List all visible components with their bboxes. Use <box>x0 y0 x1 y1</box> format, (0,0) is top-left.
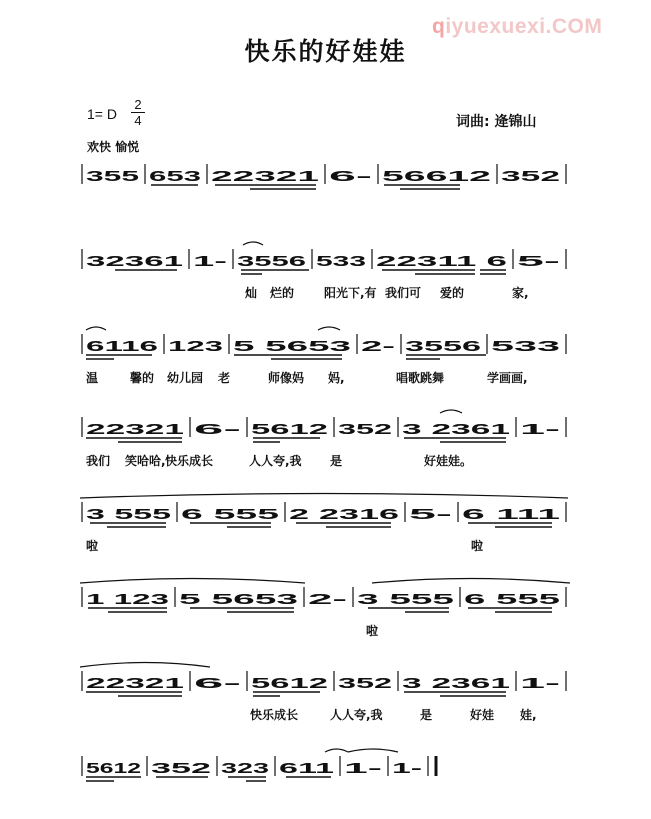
measure-notes: 352 <box>338 675 392 692</box>
measure-notes: 22321 <box>86 675 184 692</box>
lyric-word: 我们 <box>86 454 111 468</box>
lyric-word: 馨的 <box>130 371 155 385</box>
measure-notes: 32361 <box>86 253 183 270</box>
slur-arc <box>80 579 305 584</box>
measure-notes: 6- <box>194 421 241 438</box>
lyric-word: 学画画, <box>487 371 528 385</box>
score-system <box>80 494 568 554</box>
lyric-word: 唱歌跳舞 <box>396 371 445 385</box>
time-signature-top: 2 <box>134 97 142 112</box>
measure-notes: 355 <box>86 168 139 185</box>
lyric-word: 爱的 <box>440 286 465 300</box>
lyric-word: 啦 <box>86 539 99 553</box>
score-system <box>82 242 566 300</box>
measure-notes: 6 555 <box>464 591 560 608</box>
lyric-word: 啦 <box>366 624 379 638</box>
measure-notes: 1- <box>520 421 560 438</box>
measure-notes: 3 555 <box>357 591 454 608</box>
measure-notes: 653 <box>149 168 201 185</box>
lyric-word: 人人夸,我 <box>330 708 383 722</box>
measure-notes: 6116 <box>86 338 158 355</box>
time-signature-bottom: 4 <box>134 113 142 128</box>
lyric-word: 是 <box>330 454 343 468</box>
key-signature: 1= D <box>87 106 117 122</box>
lyric-word: 人人夸,我 <box>249 454 302 468</box>
measure-notes: 1- <box>520 675 560 692</box>
measure-notes: 6 555 <box>181 506 279 523</box>
lyric-word: 快乐成长 <box>250 708 299 722</box>
measure-notes: 22311 6 <box>376 253 507 270</box>
measure-notes: 22321 <box>211 168 319 185</box>
measure-notes: 5- <box>517 253 560 270</box>
lyric-word: 妈, <box>328 371 345 385</box>
composer-credit: 词曲: 逄锦山 <box>456 114 537 130</box>
lyric-word: 家, <box>512 286 529 300</box>
measure-notes: 1- <box>344 760 382 777</box>
measure-notes: 22321 <box>86 421 184 438</box>
score-system <box>82 410 566 468</box>
measure-notes: 3556 <box>237 253 306 270</box>
measure-notes: 533 <box>316 253 366 270</box>
lyric-word: 烂的 <box>270 286 295 300</box>
lyric-word: 温 <box>86 371 99 385</box>
lyric-word: 幼儿园 <box>167 371 204 385</box>
measure-notes: 1- <box>193 253 227 270</box>
slur-arc <box>440 410 462 413</box>
slur-arc <box>318 327 340 330</box>
measure-notes: 3 2361 <box>402 675 510 692</box>
slur-arc <box>348 749 398 752</box>
lyric-word: 娃, <box>520 708 537 722</box>
slur-arc <box>80 663 210 668</box>
measure-notes: 5612 <box>251 675 328 692</box>
measure-notes: 5 5653 <box>179 591 298 608</box>
measure-notes: 1- <box>392 760 422 777</box>
score-system <box>82 164 566 189</box>
lyric-word: 好娃娃。 <box>424 454 473 468</box>
tempo-mood: 欢快 愉悦 <box>87 140 140 154</box>
slur-arc <box>325 749 348 752</box>
measure-notes: 352 <box>151 760 211 777</box>
measure-notes: 123 <box>168 338 223 355</box>
lyric-word: 是 <box>420 708 433 722</box>
measure-notes: 352 <box>501 168 560 185</box>
measure-notes: 3556 <box>405 338 481 355</box>
measure-notes: 2 2316 <box>289 506 399 523</box>
lyric-word: 灿 <box>245 286 258 300</box>
measure-notes: 6- <box>329 168 372 185</box>
measure-notes: 3 2361 <box>402 421 510 438</box>
score-system <box>80 663 566 723</box>
measure-notes: 352 <box>338 421 392 438</box>
slur-arc <box>80 494 568 499</box>
watermark-q: q <box>432 15 446 38</box>
lyric-word: 阳光下,有 <box>324 286 377 300</box>
measure-notes: 2- <box>361 338 395 355</box>
score-system <box>82 749 436 781</box>
lyric-word: 我们可 <box>385 286 422 300</box>
measure-notes: 533 <box>491 338 560 355</box>
measure-notes: 5612 <box>86 760 141 777</box>
measure-notes: 323 <box>221 760 269 777</box>
lyric-word: 啦 <box>471 539 484 553</box>
measure-notes: 611 <box>279 760 334 777</box>
measure-notes: 1 123 <box>86 591 169 608</box>
measure-notes: 6- <box>194 675 241 692</box>
lyric-word: 师像妈 <box>268 371 305 385</box>
score-system <box>82 327 566 385</box>
measure-notes: 6 111 <box>462 506 560 523</box>
score-system <box>80 579 570 639</box>
watermark-text: iyuexuexi.COM <box>445 15 603 38</box>
measure-notes: 5 5653 <box>233 338 351 355</box>
measure-notes: 56612 <box>382 168 491 185</box>
measure-notes: 3 555 <box>86 506 171 523</box>
measure-notes: 5- <box>409 506 452 523</box>
lyric-word: 好娃 <box>470 708 495 722</box>
slur-arc <box>243 242 263 245</box>
lyric-word: 老 <box>218 371 231 385</box>
slur-arc <box>372 579 570 584</box>
measure-notes: 2- <box>308 591 347 608</box>
slur-arc <box>86 327 106 330</box>
lyric-word: 笑哈哈, <box>125 454 166 468</box>
lyric-word: 快乐成长 <box>165 454 214 468</box>
measure-notes: 5612 <box>251 421 328 438</box>
song-title: 快乐的好娃娃 <box>244 37 407 66</box>
